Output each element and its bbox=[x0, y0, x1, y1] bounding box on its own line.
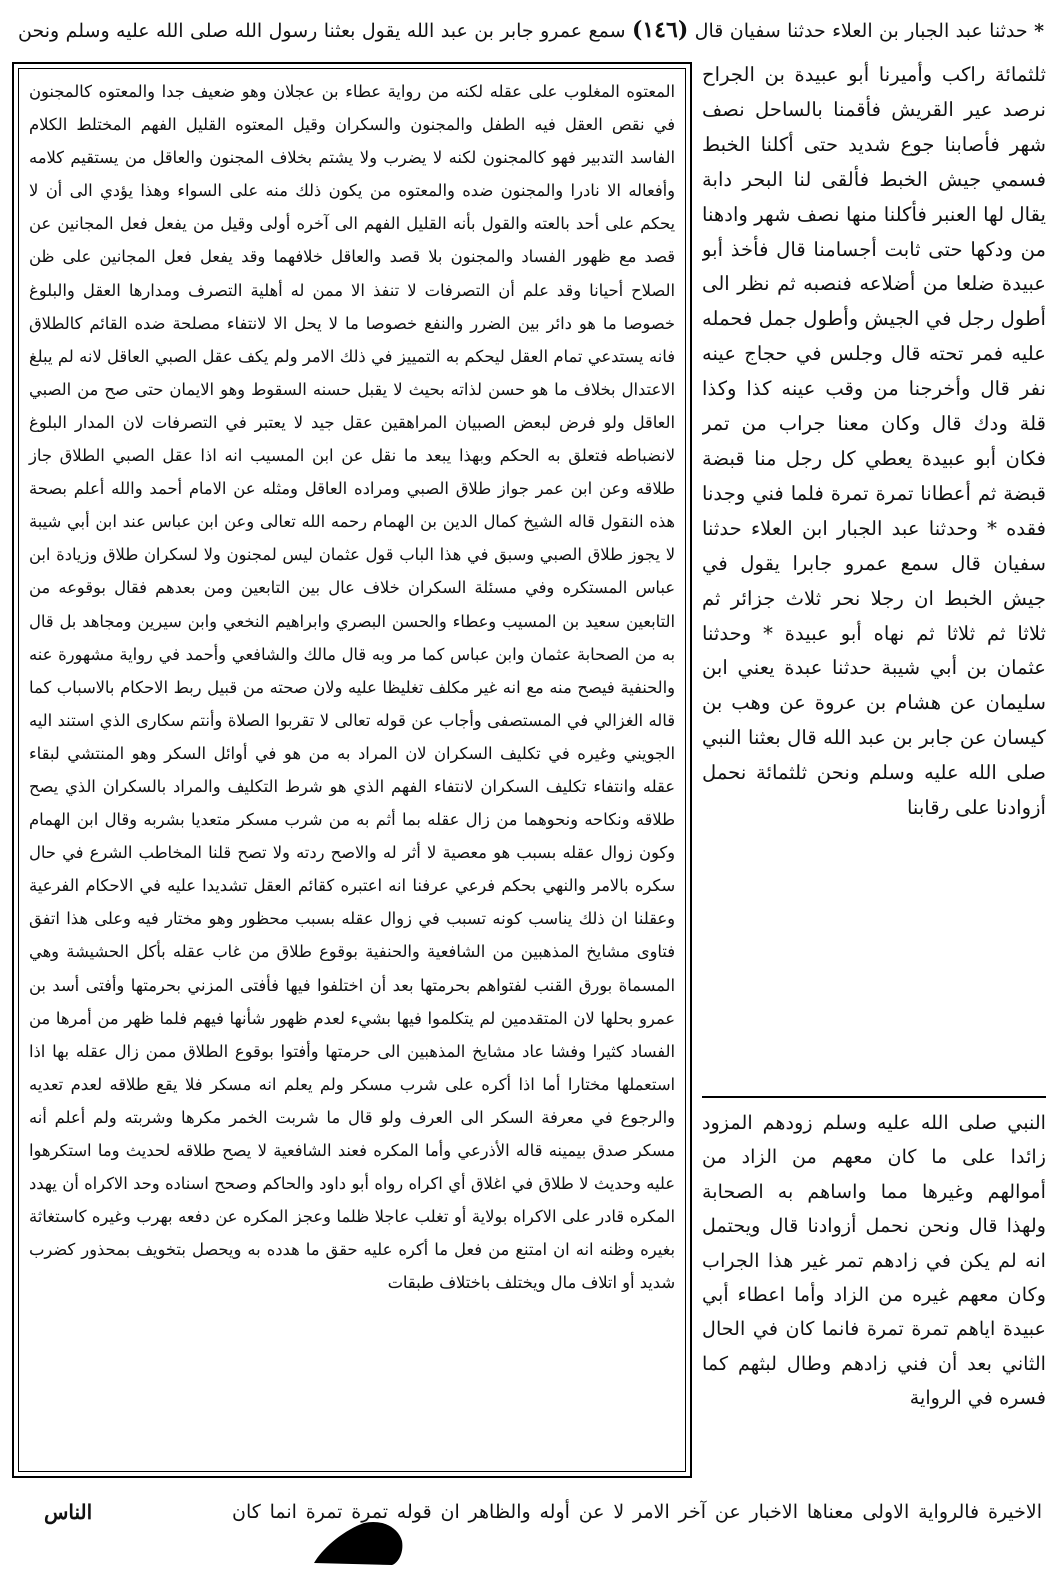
commentary-frame bbox=[12, 62, 692, 1478]
hadith-text-column bbox=[702, 58, 1046, 1478]
ink-blot bbox=[312, 1519, 404, 1565]
column-divider bbox=[702, 1096, 1046, 1098]
commentary-box bbox=[18, 68, 686, 1472]
hadith-text-upper bbox=[702, 58, 1046, 1088]
header-star: * bbox=[1034, 20, 1044, 42]
header-text-left: سمع عمرو جابر بن عبد الله يقول بعثنا رسول الله صلى الله عليه وسلم ونحن bbox=[18, 20, 626, 42]
page-header bbox=[18, 6, 1044, 54]
page-number: (١٤٦) bbox=[631, 17, 689, 43]
catchword: الناس bbox=[44, 1500, 93, 1524]
commentary-continuation bbox=[702, 1106, 1046, 1416]
hadith-text: ثلثمائة راكب وأميرنا أبو عبيدة بن الجراح نرصد عير القريش فأقمنا بالساحل نصف شهر فأصابنا جوع شديد حتى أكلنا الخبط فسمي جيش الخبط فألقى لنا البحر دابة يقال لها العنبر فأكلنا منها نصف شهر وادهنا من ودكها حتى ثابت أجسامنا قال فأخذ أبو عبيدة ضلعا من أضلاعه فنصبه ثم نظر الى أطول رجل في الجيش وأطول جمل فحمله عليه فمر تحته قال وجلس في حجاج عينه نفر قال وأخرجنا من وقب عينه كذا وكذا قلة ودك قال وكان معنا جراب من تمر فكان أبو عبيدة يعطي كل رجل منا قبضة قبضة ثم أعطانا تمرة تمرة فلما فني وجدنا فقده * وحدثنا عبد الجبار ابن العلاء حدثنا سفيان قال سمع عمرو جابرا يقول في جيش الخبط ان رجلا نحر ثلاث جزائر ثم ثلاثا ثم ثلاثا ثم نهاه أبو عبيدة * وحدثنا عثمان بن أبي شيبة حدثنا عبدة يعني ابن سليمان عن هشام بن عروة عن وهب بن كيسان عن جابر بن عبد الله قال بعثنا النبي صلى الله عليه وسلم ونحن ثلثمائة نحمل أزوادنا على رقابنا bbox=[702, 63, 1046, 820]
footer-text: الاخيرة فالرواية الاولى معناها الاخبار عن آخر الامر لا عن أوله والظاهر ان قوله تمرة تمرة انما كان bbox=[232, 1501, 1042, 1523]
commentary-paragraph: المعتوه المغلوب على عقله لكنه من رواية عطاء بن عجلان وهو ضعيف جدا والمعتوه كالمجنون في نقص العقل فيه الطفل والمجنون والسكران وقيل المعتوه القليل الفهم المختلط الكلام الفاسد التدبير فهو كالمجنون لكنه لا يضرب ولا يشتم بخلاف المجنون والعاقل من يستقيم كلامه وأفعاله الا نادرا والمجنون ضده والمعتوه من يكون ذلك منه على السواء وهذا يؤدي الى أن لا يحكم على أحد بالعته والقول بأنه القليل الفهم الى آخره أولى وقيل من يفعل فعل المجانين عن قصد مع ظهور الفساد والمجنون بلا قصد والعاقل خلافهما وقد يفعل فعل المجانين على ظن الصلاح أحيانا وقد علم أن التصرفات لا تنفذ الا ممن له أهلية التصرف ومدارها العقل والبلوغ خصوصا ما هو دائر بين الضرر والنفع خصوصا ما لا يحل الا لانتفاء مصلحة ضده القائم كالطلاق فانه يستدعي تمام العقل ليحكم به التمييز في ذلك الامر ولم يكف عقل الصبي العاقل لانه لم يبلغ الاعتدال بخلاف ما هو حسن لذاته بحيث لا يقبل حسنه السقوط وهو الايمان حتى صح من الصبي العاقل ولو فرض لبعض الصبيان المراهقين عقل جيد لا يعتبر في التصرفات لان المدار البلوغ لانضباطه فتعلق به الحكم وبهذا يبعد ما نقل عن ابن المسيب انه اذا عقل الصبي الطلاق جاز طلاقه وعن ابن عمر جواز طلاق الصبي ومراده العاقل ومثله عن الامام أحمد والله أعلم بصحة هذه النقول قاله الشيخ كمال الدين بن الهمام رحمه الله تعالى وعن ابن عباس عند ابن أبي شيبة لا يجوز طلاق الصبي وسبق في هذا الباب قول عثمان ليس لمجنون ولا لسكران طلاق وزيادة ابن عباس المستكره وفي مسئلة السكران خلاف عال بين التابعين ومن بعدهم فقال بوقوعه من التابعين سعيد بن المسيب وعطاء والحسن البصري وابراهيم النخعي وابن سيرين ومجاهد بل قال به من الصحابة عثمان وابن عباس كما مر وبه قال مالك والشافعي وأحمد في رواية مشهورة عنه والحنفية فيصح منه مع انه غير مكلف تغليظا عليه ولان صحته من قبيل ربط الاحكام بالاسباب كما قاله الغزالي في المستصفى وأجاب عن قوله تعالى لا تقربوا الصلاة وأنتم سكارى الذي استند اليه الجويني وغيره في تكليف السكران لان المراد به من هو في أوائل السكر وهو المنتشي لبقاء عقله وانتفاء تكليف السكران لانتفاء الفهم الذي هو شرط التكليف والمراد بالسكران الذي يصح طلاقه ونكاحه ونحوهما من زال عقله بما أثم به من شرب مسكر متعديا بشربه وقال ابن الهمام وكون زوال عقله بسبب هو معصية لا أثر له والاصح ردته ولا تصح قلنا المخاطب الشرع في حال سكره بالامر والنهي بحكم فرعي عرفنا انه اعتبره كقائم العقل تشديدا عليه في الاحكام الفرعية وعقلنا ان ذلك يناسب كونه تسبب في زوال عقله بسبب محظور وهو مختار فيه وعلى هذا اتفق فتاوى مشايخ المذهبين من الشافعية والحنفية بوقوع طلاق من غاب عقله بأكل الحشيشة وهي المسماة بورق القنب لفتواهم بحرمتها بعد أن اختلفوا فيها فأفتى المزني بحرمتها وأفتى أسد بن عمرو بحلها لان المتقدمين لم يتكلموا فيها بشيء لعدم ظهور شأنها فيهم فلما ظهر من أمرها من الفساد كثيرا وفشا عاد مشايخ المذهبين الى حرمتها وأفتوا بوقوع الطلاق ممن زال عقله بها اذا استعملها مختارا أما اذا أكره على شرب مسكر ولم يعلم انه مسكر فلا يقع طلاقه لعدم تعديه والرجوع في معرفة السكر الى العرف ولو قال ما شربت الخمر مكرها وشربته ولم أعلم أنه مسكر صدق بيمينه قاله الأذرعي وأما المكره فعند الشافعية لا يصح طلاقه لحديث وما استكرهوا عليه وحديث لا طلاق في اغلاق أي اكراه رواه أبو داود والحاكم وصحح اسناده وحد الاكراه أن يهدد المكره قادر على الاكراه بولاية أو تغلب عاجلا ظلما وعجز المكره عن دفعه بهرب وغيره كاستغاثة بغيره وظنه انه ان امتنع من فعل ما أكره عليه حقق ما هدده به ويحصل بتخويف بمحذور كضرب شديد أو اتلاف مال ويختلف باختلاف طبقات bbox=[29, 82, 675, 1293]
header-text-right: حدثنا عبد الجبار بن العلاء حدثنا سفيان قال bbox=[694, 20, 1028, 42]
commentary-continuation-text: النبي صلى الله عليه وسلم زودهم المزود زائدا على ما كان معهم من الزاد من أموالهم وغيرها مما واساهم به الصحابة ولهذا قال ونحن نحمل أزوادنا قال ويحتمل انه لم يكن في زادهم تمر غير هذا الجراب وكان معهم غيره من الزاد وأما اعطاء أبي عبيدة اياهم تمرة تمرة فانما كان في الحال الثاني بعد أن فني زادهم وطال لبثهم كما فسره في الرواية bbox=[702, 1111, 1046, 1410]
